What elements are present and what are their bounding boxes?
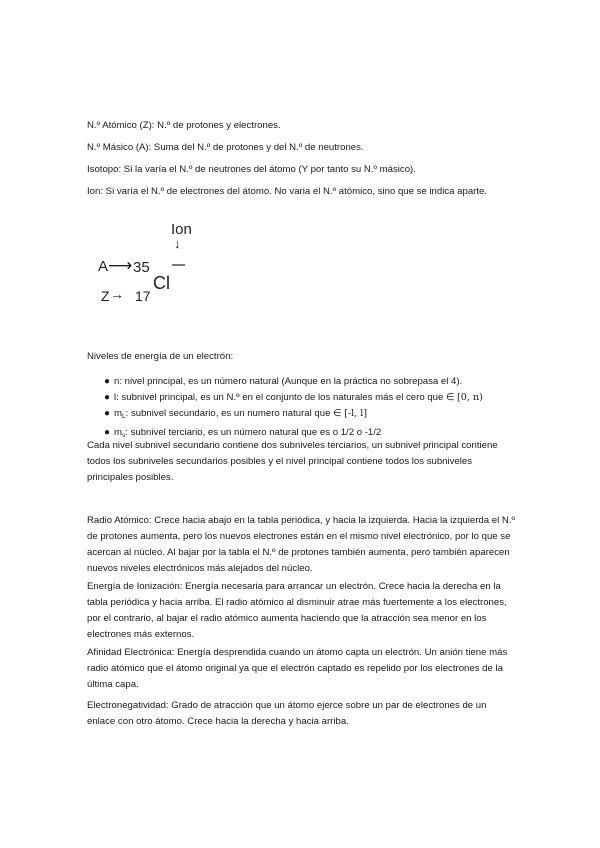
ion-arrow-down: ↓ [174,236,181,251]
secondary-level-text: : subnivel secundario, es un numero natural que ∈ [125,408,345,419]
ms-subscript: s [122,432,126,439]
isotope-definition: Isotopo: Si la varía el N.º de neutrones del átomo (Y por tanto su N.º másico). [87,164,416,175]
bullet-icon: ● [104,376,111,387]
mass-arrow: ⟶ [108,256,133,275]
ion-definition: Ion: Si varía el N.º de electrones del átomo. No varia el N.º atómico, sino que se indica aparte. [87,186,488,197]
ion-label: Ion [171,221,192,238]
list-item [87,390,517,406]
atomic-radius-paragraph: Radio Atómico: Crece hacia abajo en la tabla periódica, y hacia la izquierda. Hacia la izquierda el N.º de protones aumenta, pero los nuevos electrones están en el mismo nivel electrónico, por lo que se acercan al núcleo. Al bajar por la tabla el N.º de protones también aumenta, pero también aparecen nuevos niveles electrónicos más alejados del núcleo. [87,515,515,574]
ms-symbol: m [114,427,122,438]
ionization-energy-paragraph: Energía de Ionización: Energía necesaria para arrancar un electrón. Crece hacia la derecha en la tabla periódica y hacia arriba. El radio atómico al disminuir atrae más fuertemente a los electrones, por el contrario, al bajar el radio atómico aumenta haciendo que la atracción sea menor en los electrones más externos. [87,581,507,640]
ml-subscript: L [122,413,126,420]
mass-number: 35 [133,259,150,276]
azimuthal-level-text: l: subnivel principal, es un N.º en el conjunto de los naturales más el cero que ∈ [114,392,458,403]
energy-levels-heading: Niveles de energía de un electrón: [87,351,234,362]
principal-level-text: n: nivel principal, es un número natural (Aunque en la práctica no sobrepasa el 4). [114,376,463,387]
atomic-label: Z [101,288,110,304]
secondary-range: [-l, l] [344,408,368,419]
mass-number-definition: N.º Másico (A): Suma del N.º de protones y del N.º de neutrones. [87,142,364,153]
electron-affinity-paragraph: Afinidad Electrónica: Energía desprendida cuando un átomo capta un electrón. Un anión tiene más radio atómico que el átomo original ya que el electrón captado es repelido por los electrones de la última capa. [87,647,508,690]
energy-levels-list [87,374,517,444]
azimuthal-range: [0, n) [457,392,483,403]
list-item [87,374,517,390]
electronegativity-paragraph: Electronegatividad: Grado de atracción que un átomo ejerce sobre un par de electrones de un enlace con otro átomo. Crece hacia la derecha y hacia arriba. [87,700,487,727]
atomic-number-definition: N.º Atómico (Z): N.º de protones y electrones. [87,120,281,131]
bullet-icon: ● [104,392,111,403]
chlorine-notation-diagram [95,215,225,310]
atomic-arrow: → [110,286,124,302]
tertiary-level-text: : subnivel terciario, es un número natural que es o 1/2 o -1/2 [125,427,382,438]
list-item [87,406,517,425]
bullet-icon: ● [104,408,111,419]
element-symbol: Cl [153,273,170,293]
mass-label: A [98,258,109,275]
energy-levels-summary: Cada nivel subnivel secundario contiene dos subniveles terciarios, un subnivel principal contiene todos los subniveles secundarios posibles y el nivel principal contiene todos los subniveles principales posibles. [87,440,498,483]
ml-symbol: m [114,408,122,419]
atomic-number: 17 [135,288,151,304]
bullet-icon: ● [104,427,111,438]
